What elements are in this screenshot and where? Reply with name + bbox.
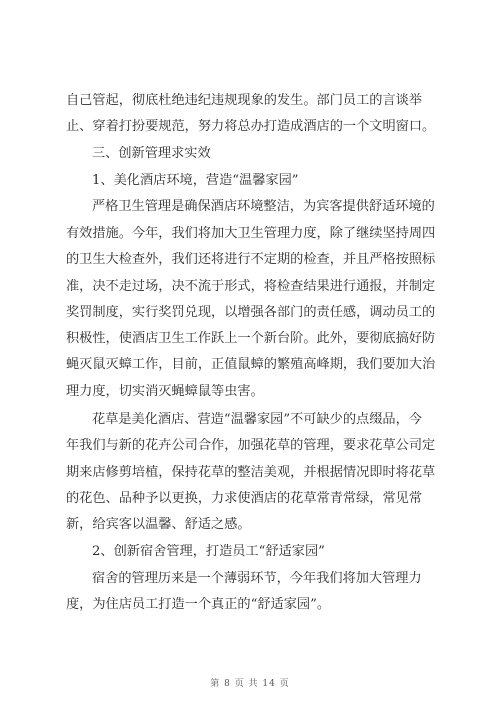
paragraph-line: 准，决不走过场，决不流于形式，将检查结果进行通报，并制定 xyxy=(66,279,436,294)
section-heading: 三、创新管理求实效 xyxy=(92,146,211,161)
paragraph-line: 的卫生大检查外，我们还将进行不定期的检查，并且严格按照标 xyxy=(66,252,436,267)
paragraph-line: 奖罚制度，实行奖罚兑现，以增强各部门的责任感，调动员工的 xyxy=(66,305,436,320)
paragraph-line: 自己管起，彻底杜绝违纪违规现象的发生。部门员工的言谈举 xyxy=(66,93,423,108)
paragraph-line: 理力度，切实消灭蝇蟑鼠等虫害。 xyxy=(66,384,264,399)
subsection-heading: 2、创新宿舍管理，打造员工“舒适家园” xyxy=(92,544,325,559)
paragraph-line: 积极性，使酒店卫生工作跃上一个新台阶。此外，要彻底搞好防 xyxy=(66,331,436,346)
paragraph-line: 新，给宾客以温馨、舒适之感。 xyxy=(66,517,251,532)
paragraph-line: 严格卫生管理是确保酒店环境整洁，为宾客提供舒适环境的 xyxy=(92,199,435,214)
paragraph-line: 的花色、品种予以更换，力求使酒店的花草常青常绿，常见常 xyxy=(66,491,423,506)
paragraph-line: 花草是美化酒店、营造“温馨家园”不可缺少的点缀品，今 xyxy=(92,412,422,427)
paragraph-line: 有效措施。今年，我们将加大卫生管理力度，除了继续坚持周四 xyxy=(66,226,436,241)
paragraph-line: 宿舍的管理历来是一个薄弱环节，今年我们将加大管理力 xyxy=(92,571,422,586)
paragraph-line: 蝇灭鼠灭蟑工作，目前，正值鼠蟑的繁殖高峰期，我们要加大治 xyxy=(66,357,436,372)
paragraph-line: 止、穿着打扮要规范，努力将总办打造成酒店的一个文明窗口。 xyxy=(66,119,436,134)
subsection-heading: 1、美化酒店环境，营造“温馨家园” xyxy=(92,173,299,188)
paragraph-line: 期来店修剪培植，保持花草的整洁美观，并根据情况即时将花草 xyxy=(66,465,436,480)
page-footer: 第 8 页 共 14 页 xyxy=(210,679,290,689)
paragraph-line: 度，为住店员工打造一个真正的“舒适家园”。 xyxy=(66,597,331,612)
paragraph-line: 年我们与新的花卉公司合作，加强花草的管理，要求花草公司定 xyxy=(66,438,436,453)
